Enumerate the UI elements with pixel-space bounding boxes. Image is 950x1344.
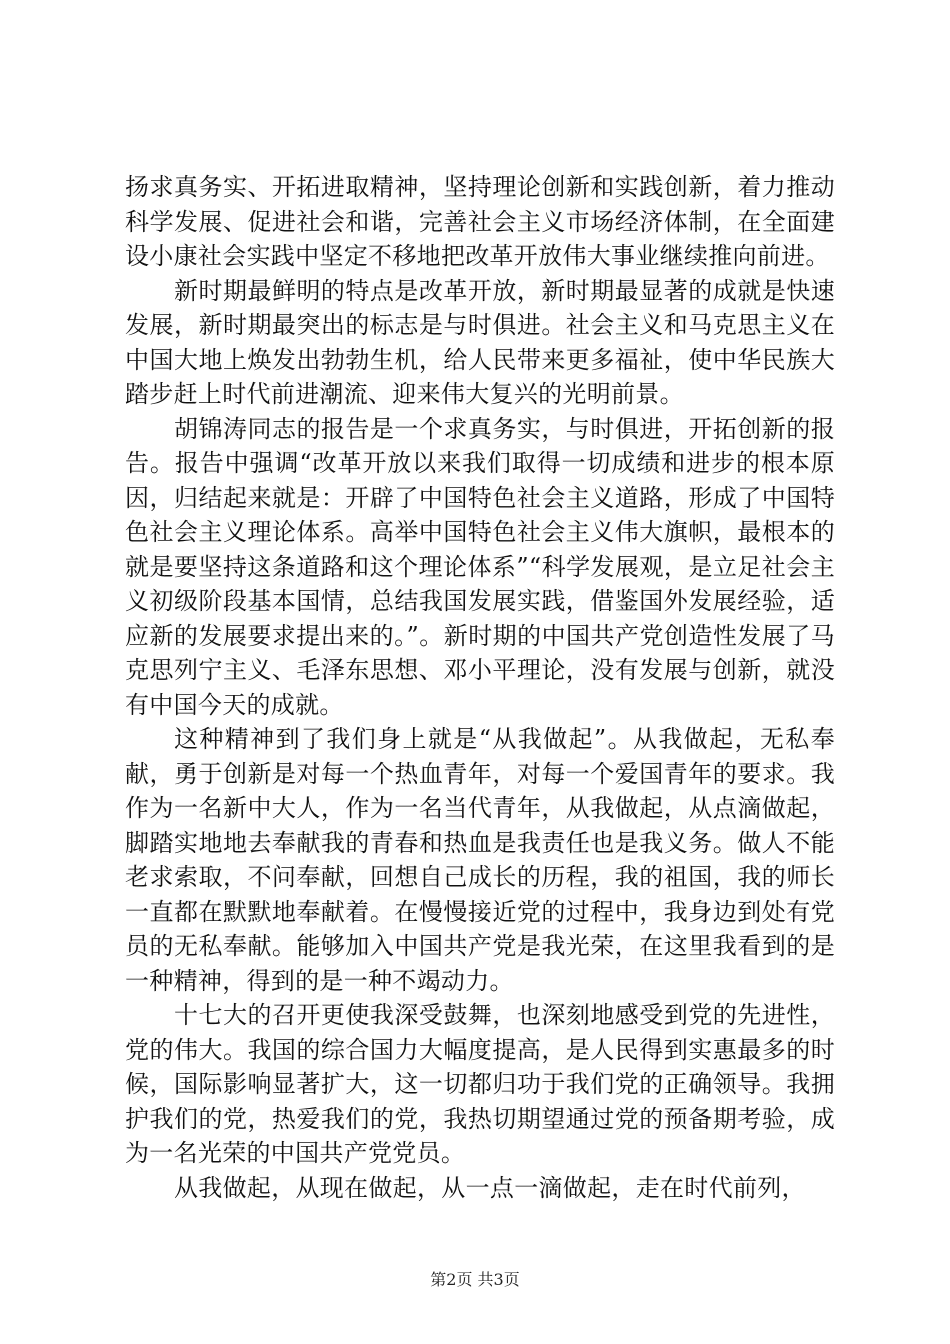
paragraph-1: 扬求真务实、开拓进取精神，坚持理论创新和实践创新，着力推动科学发展、促进社会和谐，完善社会主义市场经济体制，在全面建设小康社会实践中坚定不移地把改革开放伟大事业继续推向前进。 (125, 173, 835, 270)
paragraph-4: 这种精神到了我们身上就是“从我做起”。从我做起，无私奉献，勇于创新是对每一个热血青年，对每一个爱国青年的要求。我作为一名新中大人，作为一名当代青年，从我做起，从点滴做起，脚踏实地地去奉献我的青春和热血是我责任也是我义务。做人不能老求索取，不问奉献，回想自己成长的历程，我的祖国，我的师长一直都在默默地奉献着。在慢慢接近党的过程中，我身边到处有党员的无私奉献。能够加入中国共产党是我光荣，在这里我看到的是一种精神，得到的是一种不竭动力。 (125, 725, 835, 995)
paragraph-3: 胡锦涛同志的报告是一个求真务实，与时俱进，开拓创新的报告。报告中强调“改革开放以来我们取得一切成绩和进步的根本原因，归结起来就是：开辟了中国特色社会主义道路，形成了中国特色社会主义理论体系。高举中国特色社会主义伟大旗帜，最根本的就是要坚持这条道路和这个理论体系”“科学发展观，是立足社会主义初级阶段基本国情，总结我国发展实践，借鉴国外发展经验，适应新的发展要求提出来的。”。新时期的中国共产党创造性发展了马克思列宁主义、毛泽东思想、邓小平理论，没有发展与创新，就没有中国今天的成就。 (125, 414, 835, 719)
paragraph-2: 新时期最鲜明的特点是改革开放，新时期最显著的成就是快速发展，新时期最突出的标志是与时俱进。社会主义和马克思主义在中国大地上焕发出勃勃生机，给人民带来更多福祉，使中华民族大踏步赶上时代前进潮流、迎来伟大复兴的光明前景。 (125, 276, 835, 408)
paragraph-5: 十七大的召开更使我深受鼓舞，也深刻地感受到党的先进性，党的伟大。我国的综合国力大幅度提高，是人民得到实惠最多的时候，国际影响显著扩大，这一切都归功于我们党的正确领导。我拥护我们的党，热爱我们的党，我热切期望通过党的预备期考验，成为一名光荣的中国共产党党员。 (125, 1001, 835, 1167)
document-body (125, 170, 835, 1205)
paragraph-6: 从我做起，从现在做起，从一点一滴做起，走在时代前列， (174, 1173, 806, 1202)
page-footer: 第2页 共3页 (430, 1270, 520, 1289)
